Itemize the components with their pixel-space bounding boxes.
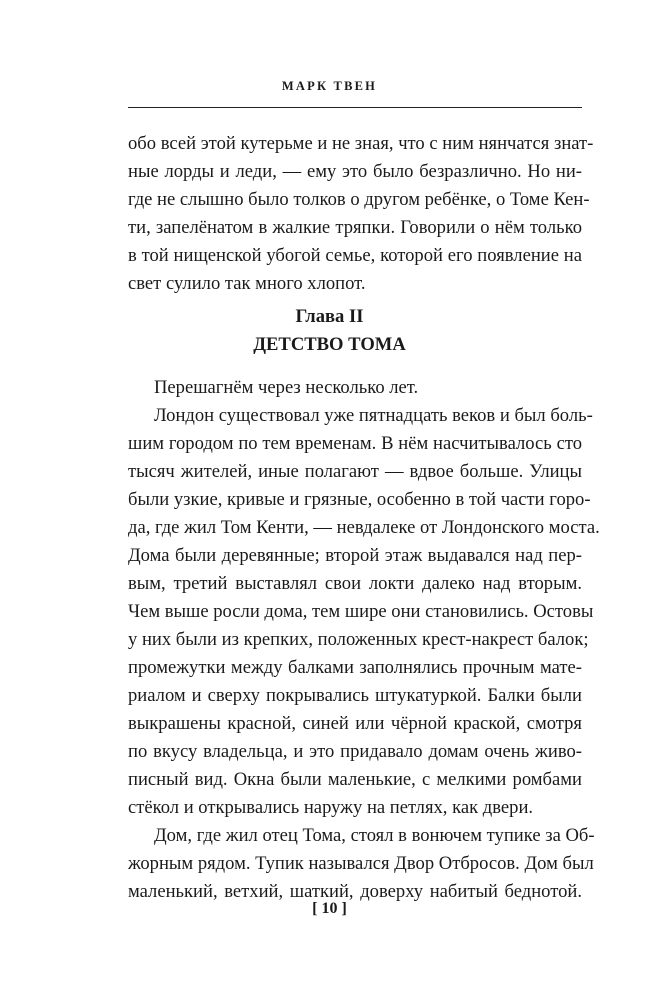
text-line: где не слышно было толков о другом ребёнке, о Томе Кен- — [128, 189, 590, 210]
text-line: стёкол и открывались наружу на петлях, как двери. — [128, 797, 534, 818]
text-line: писный вид. Окна были маленькие, с мелкими ромбами — [128, 769, 582, 790]
text-line: тысяч жителей, иные полагают — вдвое больше. Улицы — [128, 461, 582, 482]
text-line: да, где жил Том Кенти, — невдалеке от Лондонского моста. — [128, 517, 600, 538]
text-line: жорным рядом. Тупик назывался Двор Отбросов. Дом был — [128, 853, 594, 874]
text-line: Дом, где жил отец Тома, стоял в вонючем тупике за Об- — [154, 825, 595, 846]
header-rule — [128, 107, 582, 108]
chapter-label: Глава II — [295, 306, 364, 327]
text-line: Лондон существовал уже пятнадцать веков и был боль- — [154, 405, 593, 426]
text-line: в той нищенской убогой семье, которой его появление на — [128, 245, 582, 266]
text-line: маленький, ветхий, шаткий, доверху набитый беднотой. — [128, 881, 582, 902]
text-line: шим городом по тем временам. В нём насчитывалось сто — [128, 433, 582, 454]
text-line: Чем выше росли дома, тем шире они становились. Остовы — [128, 601, 594, 622]
running-head: МАРК ТВЕН — [281, 79, 378, 93]
text-line: у них были из крепких, положенных крест-накрест балок; — [128, 629, 589, 650]
text-line: по вкусу владельца, и это придавало домам очень живо- — [128, 741, 582, 762]
text-line: были узкие, кривые и грязные, особенно в той части горо- — [128, 489, 591, 510]
chapter-title: ДЕТСТВО ТОМА — [253, 334, 406, 355]
text-line: промежутки между балками заполнялись прочным мате- — [128, 657, 582, 678]
text-line: свет сулило так много хлопот. — [128, 273, 366, 294]
text-line: риалом и сверху покрывались штукатуркой. Балки были — [128, 685, 582, 706]
text-line: обо всей этой кутерьме и не зная, что с ним нянчатся знат- — [128, 133, 594, 154]
page-number: [ 10 ] — [312, 900, 347, 917]
text-line: вым, третий выставлял свои локти далеко над вторым. — [128, 573, 582, 594]
text-line: ные лорды и леди, — ему это было безразлично. Но ни- — [128, 161, 582, 182]
text-line: Перешагнём через несколько лет. — [154, 377, 419, 398]
text-line: Дома были деревянные; второй этаж выдавался над пер- — [128, 545, 582, 566]
text-line: ти, запелёнатом в жалкие тряпки. Говорили о нём только — [128, 217, 582, 238]
text-line: выкрашены красной, синей или чёрной краской, смотря — [128, 713, 582, 734]
